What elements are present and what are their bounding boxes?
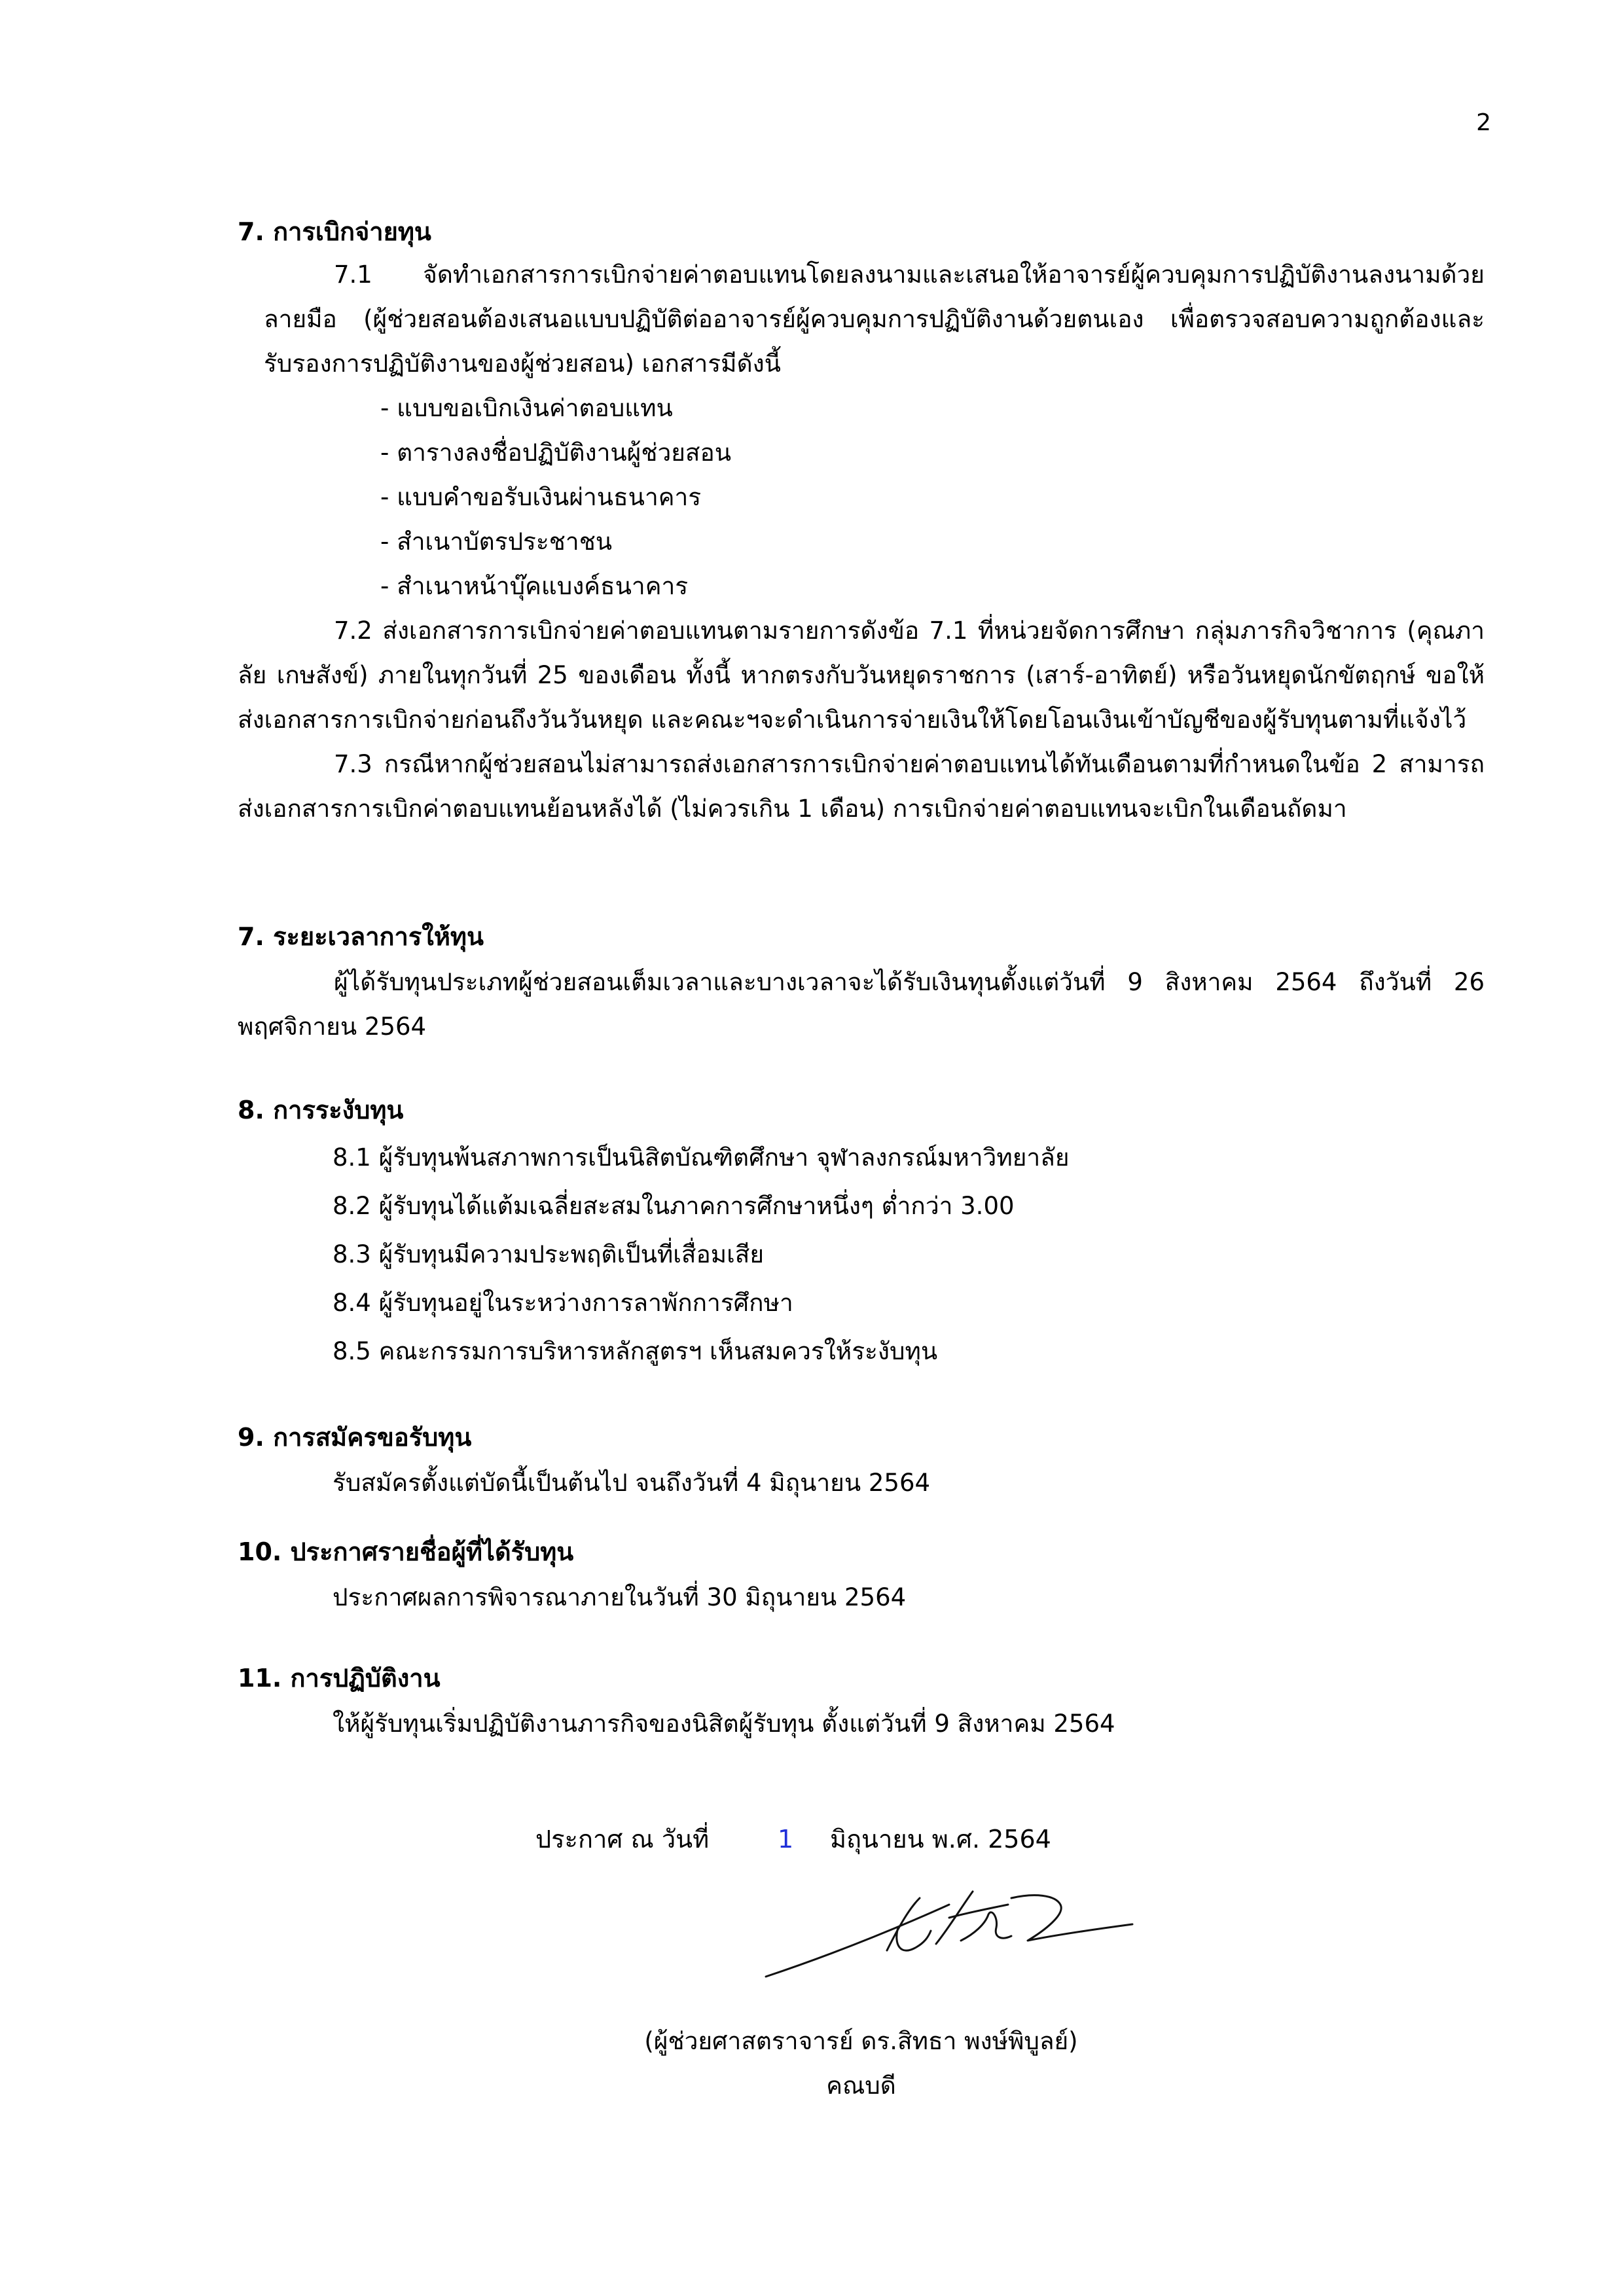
section-body: ให้ผู้รับทุนเริ่มปฏิบัติงานภารกิจของนิสิตผู้รับทุน ตั้งแต่วันที่ 9 สิงหาคม 2564 — [333, 1710, 1115, 1738]
clause-7-1: 7.1 จัดทำเอกสารการเบิกจ่ายค่าตอบแทนโดยลงนามและเสนอให้อาจารย์ผู้ควบคุมการปฏิบัติงานลงนามด้วยลายมือ (ผู้ช่วยสอนต้องเสนอแบบปฏิบัติต่ออาจารย์ผู้ควบคุมการปฏิบัติงานด้วยตนเอง เพื่อตรวจสอบความถูกต้องและรับรองการปฏิบัติงานของผู้ช่วยสอน) เอกสารมีดังนี้ — [264, 260, 1485, 378]
document-list — [238, 386, 1485, 609]
section-application — [238, 1414, 1485, 1505]
handwritten-signature — [753, 1878, 1146, 1996]
signer-name: (ผู้ช่วยศาสตราจารย์ ดร.สิทธา พงษ์พิบูลย์) — [644, 2027, 1078, 2055]
list-item: - สำเนาบัตรประชาชน — [380, 528, 613, 556]
section-heading: 10. ประกาศรายชื่อผู้ที่ได้รับทุน — [238, 1537, 574, 1566]
section-body: ประกาศผลการพิจารณาภายในวันที่ 30 มิถุนายน 2564 — [333, 1583, 907, 1611]
section-grant-suspension — [238, 1086, 1485, 1376]
list-item: 8.2 ผู้รับทุนได้แต้มเฉลี่ยสะสมในภาคการศึกษาหนึ่งๆ ต่ำกว่า 3.00 — [333, 1192, 1015, 1220]
page-number: 2 — [1476, 109, 1491, 136]
announcement-day: 1 — [778, 1825, 794, 1854]
list-item: 8.3 ผู้รับทุนมีความประพฤติเป็นที่เสื่อมเสีย — [333, 1240, 765, 1268]
list-item: 8.5 คณะกรรมการบริหารหลักสูตรฯ เห็นสมควรให้ระงับทุน — [333, 1337, 938, 1365]
section-heading: 7. การเบิกจ่ายทุน — [238, 217, 431, 246]
clause-7-3: 7.3 กรณีหากผู้ช่วยสอนไม่สามารถส่งเอกสารการเบิกจ่ายค่าตอบแทนได้ทันเดือนตามที่กำหนดในข้อ 2 สามารถส่งเอกสารการเบิกค่าตอบแทนย้อนหลังได้ (ไม่ควรเกิน 1 เดือน) การเบิกจ่ายค่าตอบแทนจะเบิกในเดือนถัดมา — [238, 750, 1485, 823]
signer-title: คณบดี — [826, 2072, 896, 2100]
list-item: 8.4 ผู้รับทุนอยู่ในระหว่างการลาพักการศึกษา — [333, 1289, 793, 1317]
clause-7-2: 7.2 ส่งเอกสารการเบิกจ่ายค่าตอบแทนตามรายการดังข้อ 7.1 ที่หน่วยจัดการศึกษา กลุ่มภารกิจวิชาการ (คุณภาลัย เกษสังข์) ภายในทุกวันที่ 25 ของเดือน ทั้งนี้ หากตรงกับวันหยุดราชการ (เสาร์-อาทิตย์) หรือวันหยุดนักขัตฤกษ์ ขอให้ส่งเอกสารการเบิกจ่ายก่อนถึงวันวันหยุด และคณะฯจะดำเนินการจ่ายเงินให้โดยโอนเงินเข้าบัญชีของผู้รับทุนตามที่แจ้งไว้ — [238, 617, 1485, 734]
section-heading: 7. ระยะเวลาการให้ทุน — [238, 922, 484, 951]
section-heading: 9. การสมัครขอรับทุน — [238, 1423, 472, 1452]
announcement-prefix: ประกาศ ณ วันที่ — [535, 1825, 710, 1854]
section-announcement — [238, 1528, 1485, 1620]
section-body: รับสมัครตั้งแต่บัดนี้เป็นต้นไป จนถึงวันที่ 4 มิถุนายน 2564 — [333, 1469, 931, 1497]
list-item: 8.1 ผู้รับทุนพ้นสภาพการเป็นนิสิตบัณฑิตศึกษา จุฬาลงกรณ์มหาวิทยาลัย — [333, 1143, 1070, 1172]
section-body: ผู้ได้รับทุนประเภทผู้ช่วยสอนเต็มเวลาและบางเวลาจะได้รับเงินทุนตั้งแต่วันที่ 9 สิงหาคม 2564 ถึงวันที่ 26 พฤศจิกายน 2564 — [238, 968, 1485, 1041]
list-item: - สำเนาหน้าบุ๊คแบงค์ธนาคาร — [380, 572, 689, 600]
announcement-suffix: มิถุนายน พ.ศ. 2564 — [830, 1825, 1051, 1854]
section-work — [238, 1655, 1485, 1746]
list-item: - แบบขอเบิกเงินค่าตอบแทน — [380, 394, 673, 422]
section-grant-period — [238, 913, 1485, 1049]
list-item: - ตารางลงชื่อปฏิบัติงานผู้ช่วยสอน — [380, 439, 732, 467]
section-heading: 11. การปฏิบัติงาน — [238, 1664, 441, 1693]
section-disbursement — [238, 208, 1485, 831]
list-item: - แบบคำขอรับเงินผ่านธนาคาร — [380, 483, 702, 511]
section-heading: 8. การระงับทุน — [238, 1096, 404, 1124]
